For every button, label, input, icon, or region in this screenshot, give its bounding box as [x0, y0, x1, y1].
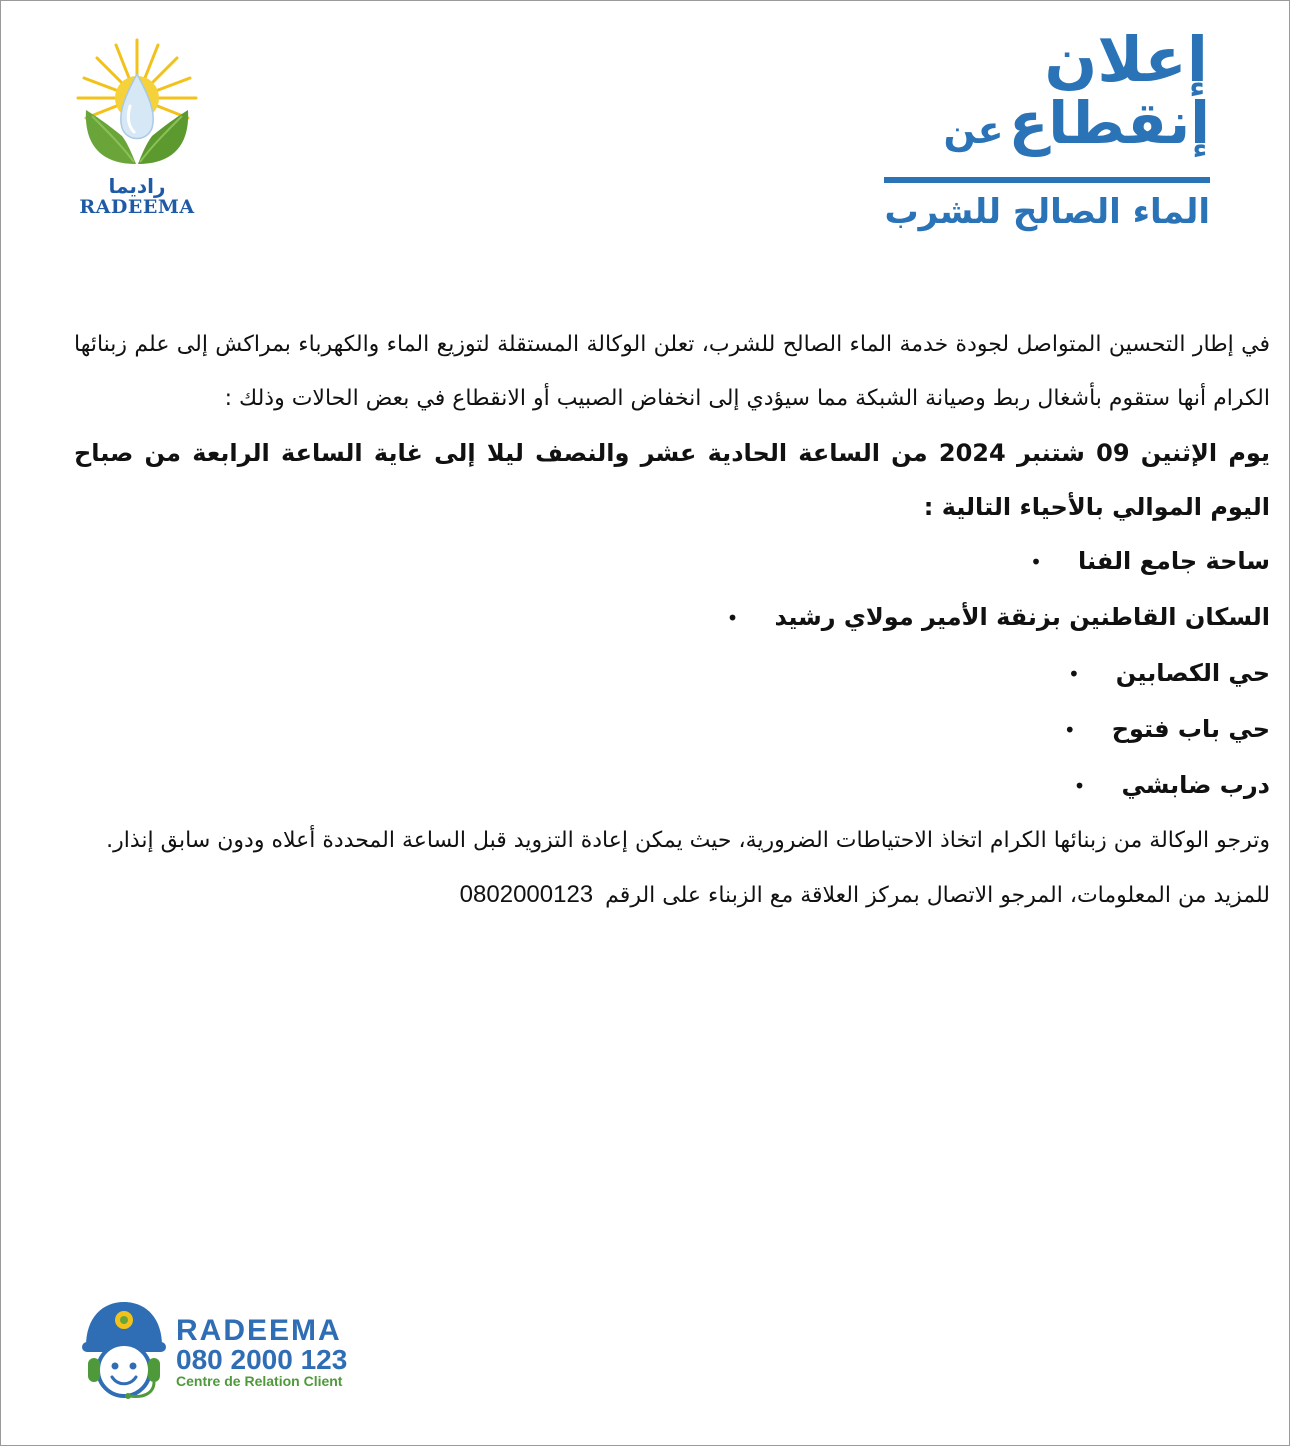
intro-paragraph: في إطار التحسين المتواصل لجودة خدمة الماء الصالح للشرب، تعلن الوكالة المستقلة لتوزيع الماء والكهرباء بمراكش إلى علم زبنائها الكرام أنها ستقوم بأشغال ربط وصيانة الشبكة مما سيؤدي إلى انخفاض الصبيب أو الانقطاع في بعض الحالات وذلك : — [74, 332, 1270, 411]
contact-center-phone: 080 2000 123 — [176, 1344, 348, 1375]
title-line-2 — [790, 89, 1210, 169]
notice-paragraph: وترجو الوكالة من زبنائها الكرام اتخاذ الاحتياطات الضرورية، حيث يمكن إعادة التزويد قبل الساعة المحددة أعلاه ودون سابق إنذار. — [106, 828, 1270, 853]
helmet-mascot-headset-icon — [78, 1298, 174, 1402]
logo-arabic-text: راديما — [108, 174, 166, 198]
list-item — [74, 702, 1270, 758]
logo-latin-text: RADEEMA — [79, 196, 195, 218]
affected-areas-list — [74, 534, 1270, 814]
area-name: حي باب فتوح — [1111, 715, 1270, 743]
bullet-icon: • — [1063, 718, 1076, 742]
contact-text: للمزيد من المعلومات، المرجو الاتصال بمركز العلاقة مع الزبناء على الرقم — [605, 883, 1270, 908]
area-name: ساحة جامع الفنا — [1077, 547, 1270, 575]
list-item — [74, 534, 1270, 590]
schedule-paragraph: يوم الإثنين 09 شتنبر 2024 من الساعة الحادية عشر والنصف ليلا إلى غاية الساعة الرابعة من صباح اليوم الموالي بالأحياء التالية : — [74, 439, 1270, 521]
area-name: السكان القاطنين بزنقة الأمير مولاي رشيد — [774, 603, 1270, 631]
announcement-body — [74, 318, 1270, 923]
bullet-icon: • — [1073, 774, 1086, 798]
title-interruption-word: إنقطاع — [1008, 89, 1210, 157]
contact-paragraph — [74, 868, 1270, 923]
contact-phone-number: 0802000123 — [459, 881, 594, 908]
bullet-icon: • — [1030, 550, 1042, 574]
list-item — [74, 646, 1270, 702]
list-item — [74, 590, 1270, 646]
customer-relation-logo — [78, 1298, 378, 1408]
sun-drop-leaves-logo-icon — [72, 36, 202, 176]
title-drinking-water: الماء الصالح للشرب — [884, 192, 1210, 232]
area-name: درب ضابشي — [1121, 771, 1270, 799]
announcement-title — [790, 23, 1210, 241]
title-announcement-word: إعلان — [1044, 23, 1208, 96]
area-name: حي الكصابين — [1115, 659, 1270, 687]
list-item — [74, 758, 1270, 814]
bullet-icon: • — [726, 606, 739, 630]
contact-center-subtitle: Centre de Relation Client — [176, 1373, 343, 1389]
bullet-icon: • — [1068, 662, 1080, 686]
title-about-word: عن — [943, 108, 1004, 152]
radeema-logo — [72, 36, 202, 226]
contact-brand-name: RADEEMA — [176, 1314, 342, 1347]
